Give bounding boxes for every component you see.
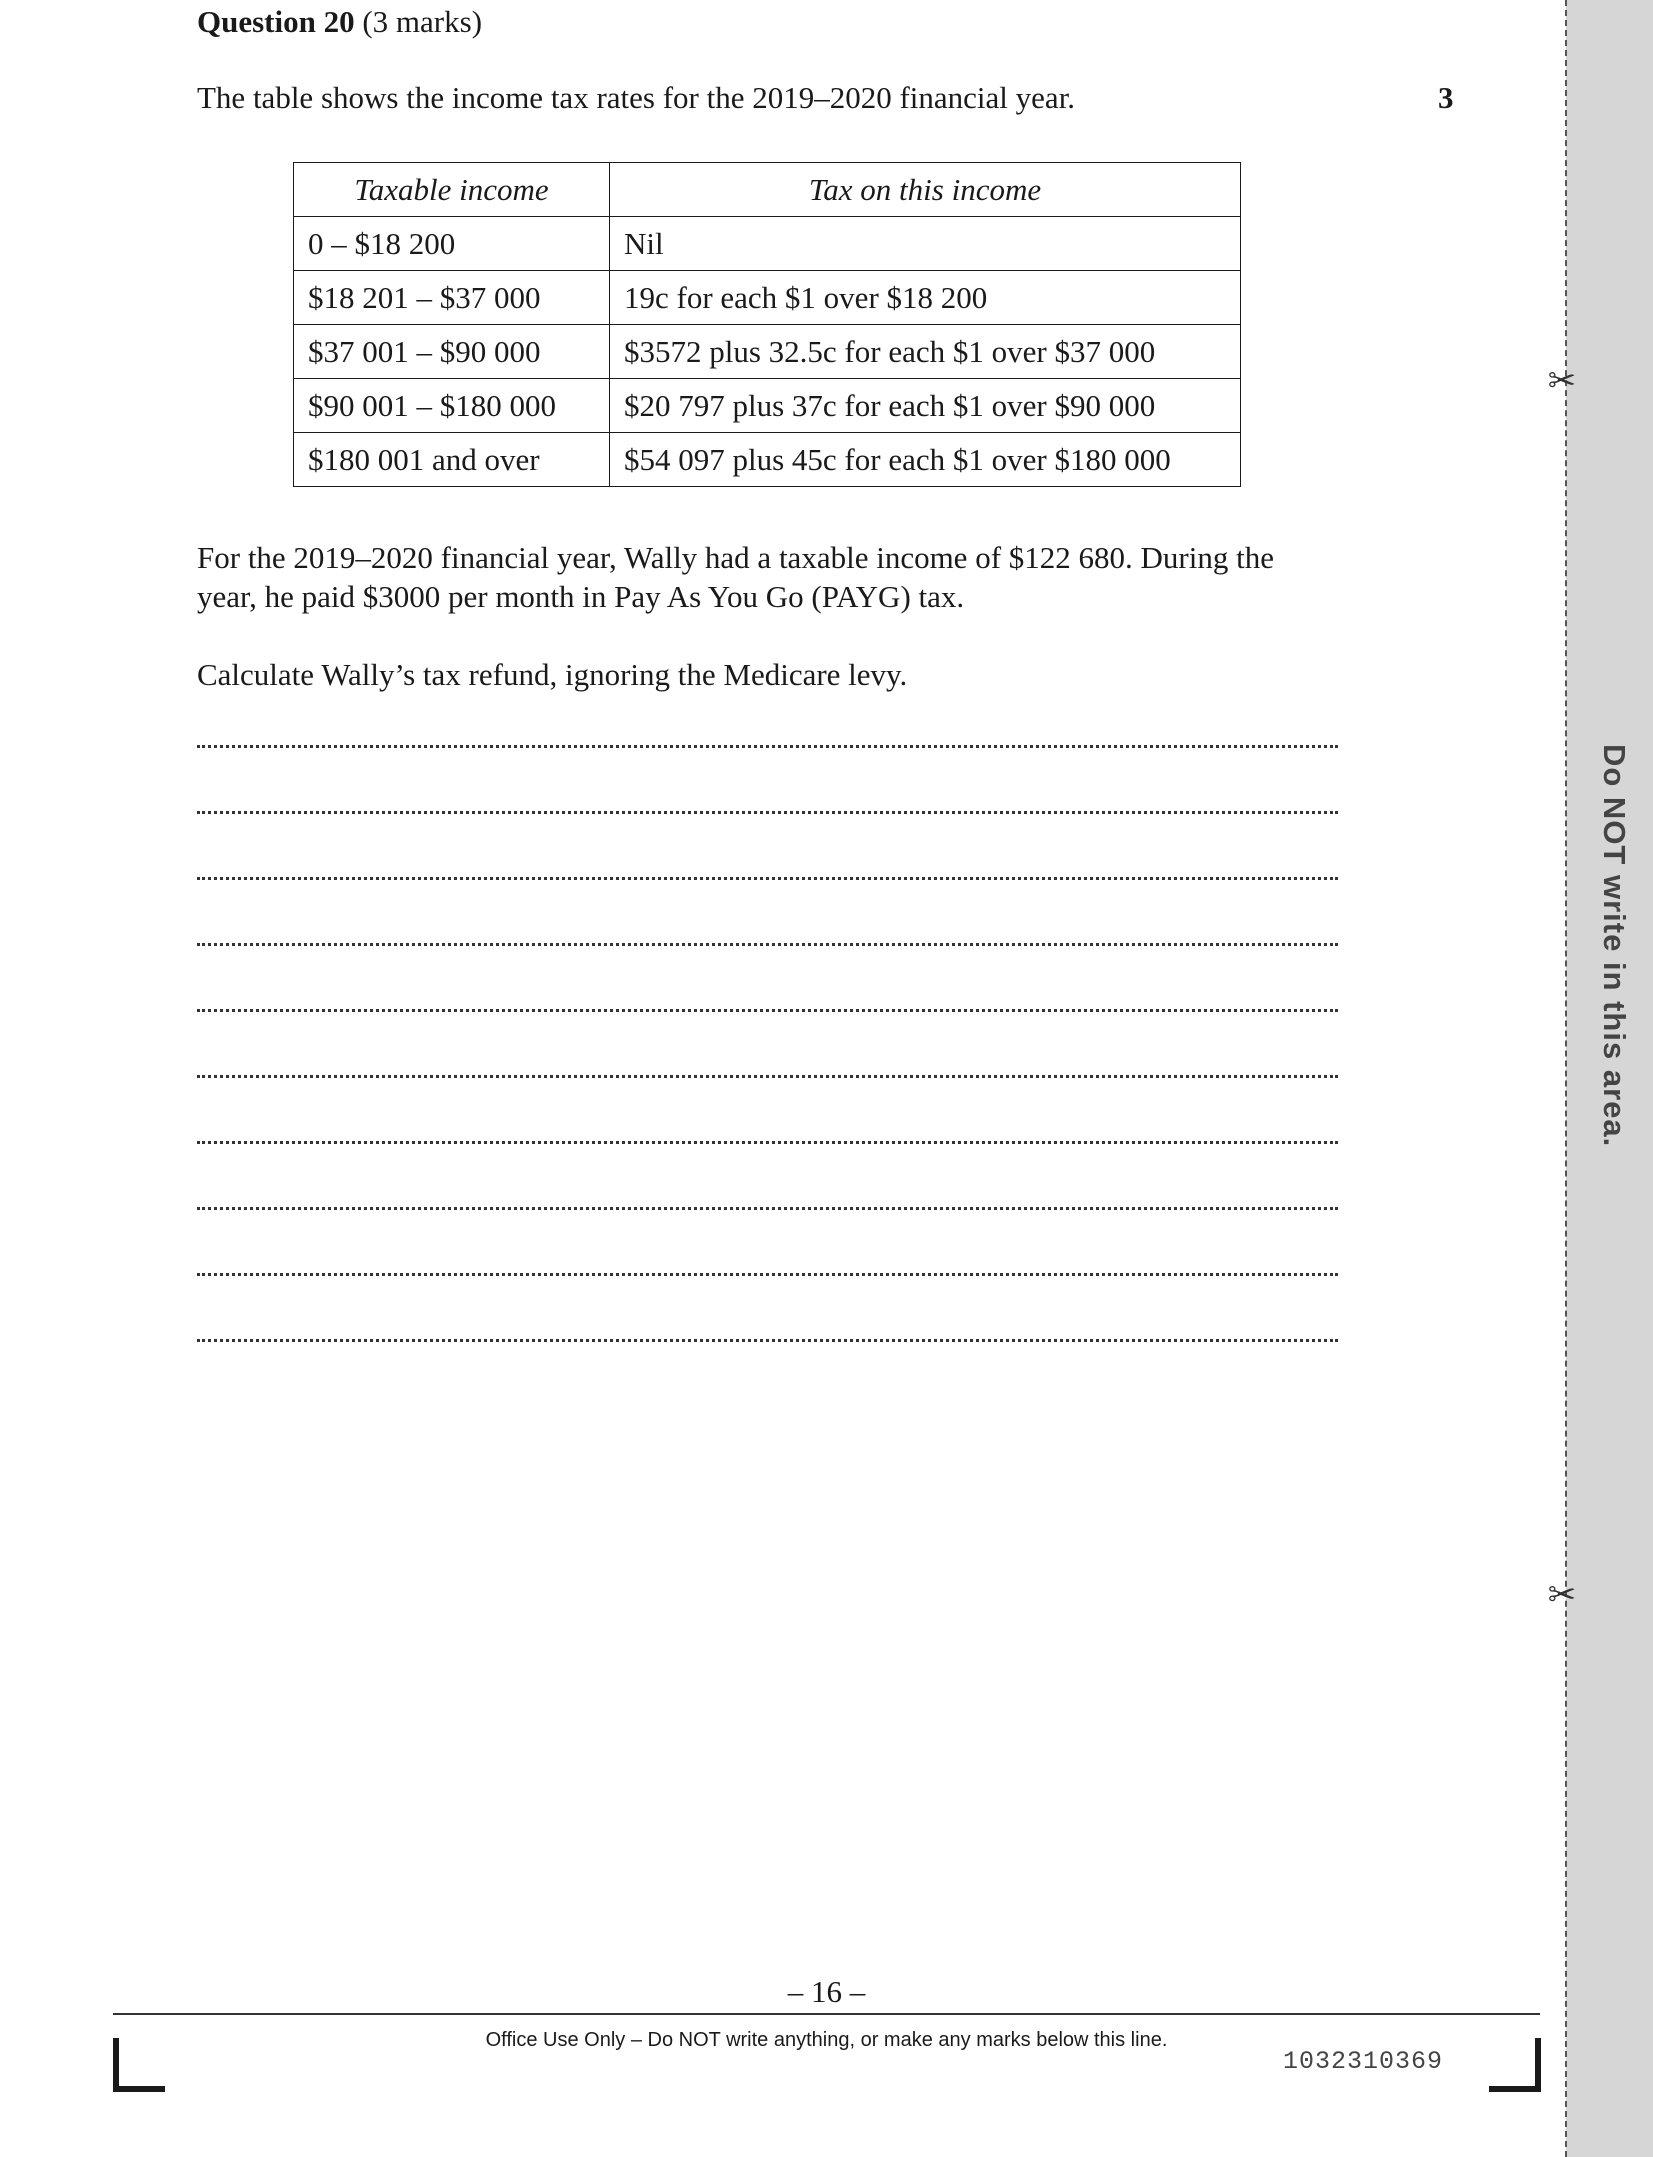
answer-line[interactable]	[197, 1075, 1338, 1078]
office-use-note: Office Use Only – Do NOT write anything, or make any marks below this line.	[485, 2029, 1168, 2051]
tax-amount: $20 797 plus 37c for each $1 over $90 000	[610, 379, 1241, 433]
table-row	[294, 433, 1241, 487]
table-row	[294, 271, 1241, 325]
corner-mark-right	[1489, 2038, 1541, 2092]
answer-line[interactable]	[197, 745, 1338, 748]
margin-notice: Do NOT write in this area.	[1597, 744, 1632, 1148]
tax-rate-table	[293, 162, 1241, 487]
answer-line[interactable]	[197, 877, 1338, 880]
tax-amount: $3572 plus 32.5c for each $1 over $37 000	[610, 325, 1241, 379]
answer-line[interactable]	[197, 943, 1338, 946]
income-bracket: $180 001 and over	[294, 433, 610, 487]
header-taxable-income: Taxable income	[294, 163, 610, 217]
table-row	[294, 379, 1241, 433]
scissors-icon: ✂	[1547, 363, 1577, 400]
income-bracket: $18 201 – $37 000	[294, 271, 610, 325]
income-bracket: 0 – $18 200	[294, 217, 610, 271]
table-row	[294, 325, 1241, 379]
question-label: Question 20	[197, 4, 355, 39]
income-bracket: $37 001 – $90 000	[294, 325, 610, 379]
scenario-paragraph: For the 2019–2020 financial year, Wally had a taxable income of $122 680. During the year, he paid $3000 per month in Pay As You Go (PAYG) tax.	[197, 540, 1274, 614]
tax-amount: $54 097 plus 45c for each $1 over $180 000	[610, 433, 1241, 487]
tax-amount: 19c for each $1 over $18 200	[610, 271, 1241, 325]
answer-line[interactable]	[197, 1009, 1338, 1012]
perforation-line	[1565, 0, 1567, 2157]
header-tax-on-income: Tax on this income	[610, 163, 1241, 217]
page-number: – 16 –	[787, 1974, 866, 2009]
corner-mark-left	[113, 2038, 165, 2092]
answer-line[interactable]	[197, 1339, 1338, 1342]
answer-line[interactable]	[197, 1141, 1338, 1144]
marks-number: 3	[1438, 80, 1454, 115]
scissors-icon: ✂	[1547, 1577, 1577, 1614]
footer-divider	[113, 2013, 1540, 2015]
tax-amount: Nil	[610, 217, 1241, 271]
answer-line[interactable]	[197, 1273, 1338, 1276]
question-heading	[197, 4, 482, 40]
question-intro: The table shows the income tax rates for the 2019–2020 financial year.	[197, 80, 1076, 115]
question-marks-text: (3 marks)	[362, 4, 483, 39]
table-header-row	[294, 163, 1241, 217]
answer-line[interactable]	[197, 1207, 1338, 1210]
table-row	[294, 217, 1241, 271]
booklet-code: 1032310369	[1283, 2047, 1444, 2076]
task-paragraph: Calculate Wally’s tax refund, ignoring the Medicare levy.	[197, 657, 908, 692]
answer-line[interactable]	[197, 811, 1338, 814]
income-bracket: $90 001 – $180 000	[294, 379, 610, 433]
